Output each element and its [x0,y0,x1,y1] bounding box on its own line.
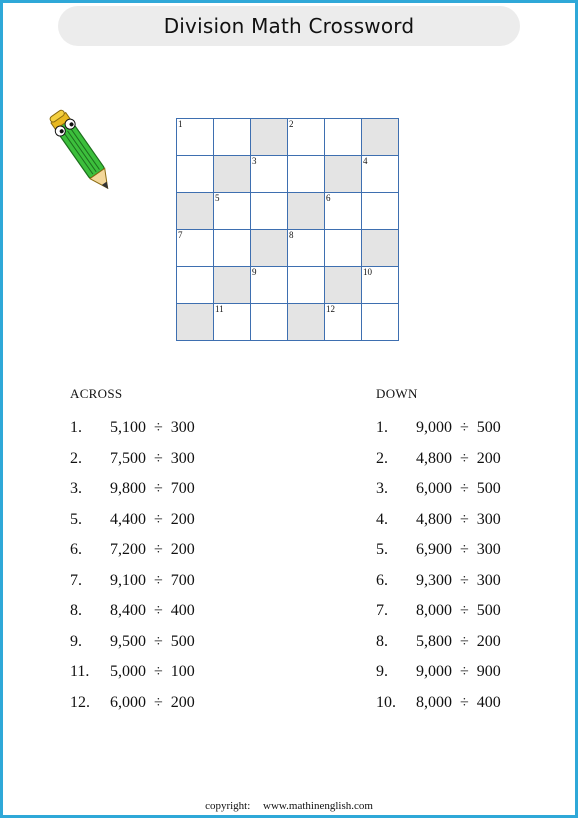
clue-expression: 8,000 ÷ 400 [416,693,501,711]
crossword-cell[interactable] [325,193,362,230]
across-clue [70,662,195,682]
clue-number: 9. [376,663,388,680]
crossword-cell-shaded [251,119,288,156]
clue-number: 2. [70,449,82,467]
clue-number: 4. [376,510,388,528]
crossword-cell-shaded [362,230,399,267]
clue-number: 1. [376,419,388,436]
down-clue [376,418,501,438]
crossword-cell[interactable] [251,304,288,341]
down-clue [376,693,501,713]
clue-expression: 5,100 ÷ 300 [110,419,195,436]
across-clue [70,510,195,530]
clue-expression: 9,000 ÷ 900 [416,663,501,680]
down-clue [376,510,501,530]
clue-expression: 9,800 ÷ 700 [110,480,195,497]
clue-expression: 7,200 ÷ 200 [110,541,195,558]
crossword-cell[interactable] [288,230,325,267]
crossword-cell[interactable] [214,304,251,341]
cell-number: 4 [363,156,368,166]
clue-number: 10. [376,693,396,711]
down-clue [376,601,501,621]
crossword-cell[interactable] [325,230,362,267]
clue-expression: 8,000 ÷ 500 [416,602,501,619]
clue-expression: 9,300 ÷ 300 [416,571,501,589]
clue-number: 7. [70,571,82,589]
across-clue [70,571,195,591]
across-clue [70,693,195,713]
site-url: www.mathinenglish.com [263,800,373,812]
cell-number: 1 [178,119,183,129]
cell-number: 12 [326,304,335,314]
across-clue [70,632,195,652]
clue-number: 5. [376,541,388,558]
crossword-cell[interactable] [362,304,399,341]
crossword-cell[interactable] [362,156,399,193]
crossword-cell[interactable] [251,156,288,193]
copyright-label: copyright: [205,800,251,812]
crossword-cell[interactable] [177,267,214,304]
down-clue [376,571,501,591]
crossword-cell-shaded [325,156,362,193]
cell-number: 11 [215,304,224,314]
crossword-cell[interactable] [214,119,251,156]
across-clue [70,418,195,438]
crossword-cell[interactable] [177,119,214,156]
down-clue [376,662,501,682]
cell-number: 3 [252,156,257,166]
clue-number: 7. [376,602,388,619]
clue-expression: 4,400 ÷ 200 [110,510,195,528]
crossword-cell-shaded [177,193,214,230]
crossword-cell[interactable] [325,304,362,341]
down-heading: DOWN [376,386,418,401]
clue-expression: 6,000 ÷ 200 [110,693,195,711]
clue-expression: 8,400 ÷ 400 [110,602,195,619]
crossword-cell[interactable] [177,156,214,193]
crossword-cell-shaded [362,119,399,156]
cell-number: 2 [289,119,294,129]
clue-number: 3. [70,480,82,497]
clue-number: 6. [376,571,388,589]
crossword-cell[interactable] [288,267,325,304]
cell-number: 10 [363,267,372,277]
crossword-cell[interactable] [288,119,325,156]
clue-number: 11. [70,663,90,680]
crossword-cell[interactable] [177,230,214,267]
cell-number: 5 [215,193,220,203]
across-heading: ACROSS [70,386,123,401]
across-clue [70,449,195,469]
crossword-cell-shaded [288,193,325,230]
footer [0,800,578,812]
crossword-cell[interactable] [251,267,288,304]
crossword-cell-shaded [214,267,251,304]
clue-number: 12. [70,693,90,711]
page-title: Division Math Crossword [163,14,415,38]
across-clue [70,540,195,560]
clue-number: 8. [376,632,388,650]
crossword-cell-shaded [288,304,325,341]
crossword-cell[interactable] [325,119,362,156]
clue-number: 6. [70,541,82,558]
clue-number: 2. [376,449,388,467]
clue-number: 5. [70,510,82,528]
cell-number: 7 [178,230,183,240]
down-clue [376,632,501,652]
crossword-cell[interactable] [362,193,399,230]
clue-expression: 9,100 ÷ 700 [110,571,195,589]
crossword-cell-shaded [214,156,251,193]
clue-expression: 4,800 ÷ 300 [416,510,501,528]
crossword-grid [176,118,399,341]
cell-number: 8 [289,230,294,240]
down-clue [376,540,501,560]
clue-expression: 6,000 ÷ 500 [416,480,501,497]
clue-expression: 5,000 ÷ 100 [110,663,195,680]
crossword-cell-shaded [177,304,214,341]
clue-expression: 9,000 ÷ 500 [416,419,501,436]
clue-expression: 5,800 ÷ 200 [416,632,501,650]
across-clue [70,479,195,499]
crossword-cell-shaded [251,230,288,267]
crossword-cell[interactable] [214,230,251,267]
across-clue [70,601,195,621]
clue-number: 9. [70,632,82,650]
clue-expression: 7,500 ÷ 300 [110,449,195,467]
clue-number: 3. [376,480,388,497]
clue-expression: 6,900 ÷ 300 [416,541,501,558]
clue-expression: 4,800 ÷ 200 [416,449,501,467]
crossword-cell[interactable] [251,193,288,230]
crossword-cell-shaded [325,267,362,304]
pencil-mascot-icon [48,102,118,204]
clue-number: 1. [70,419,82,436]
crossword-cell[interactable] [288,156,325,193]
clue-expression: 9,500 ÷ 500 [110,632,195,650]
clue-number: 8. [70,602,82,619]
cell-number: 6 [326,193,331,203]
down-clue [376,449,501,469]
down-clue [376,479,501,499]
crossword-cell[interactable] [214,193,251,230]
crossword-cell[interactable] [362,267,399,304]
cell-number: 9 [252,267,257,277]
title-bar [58,6,520,46]
